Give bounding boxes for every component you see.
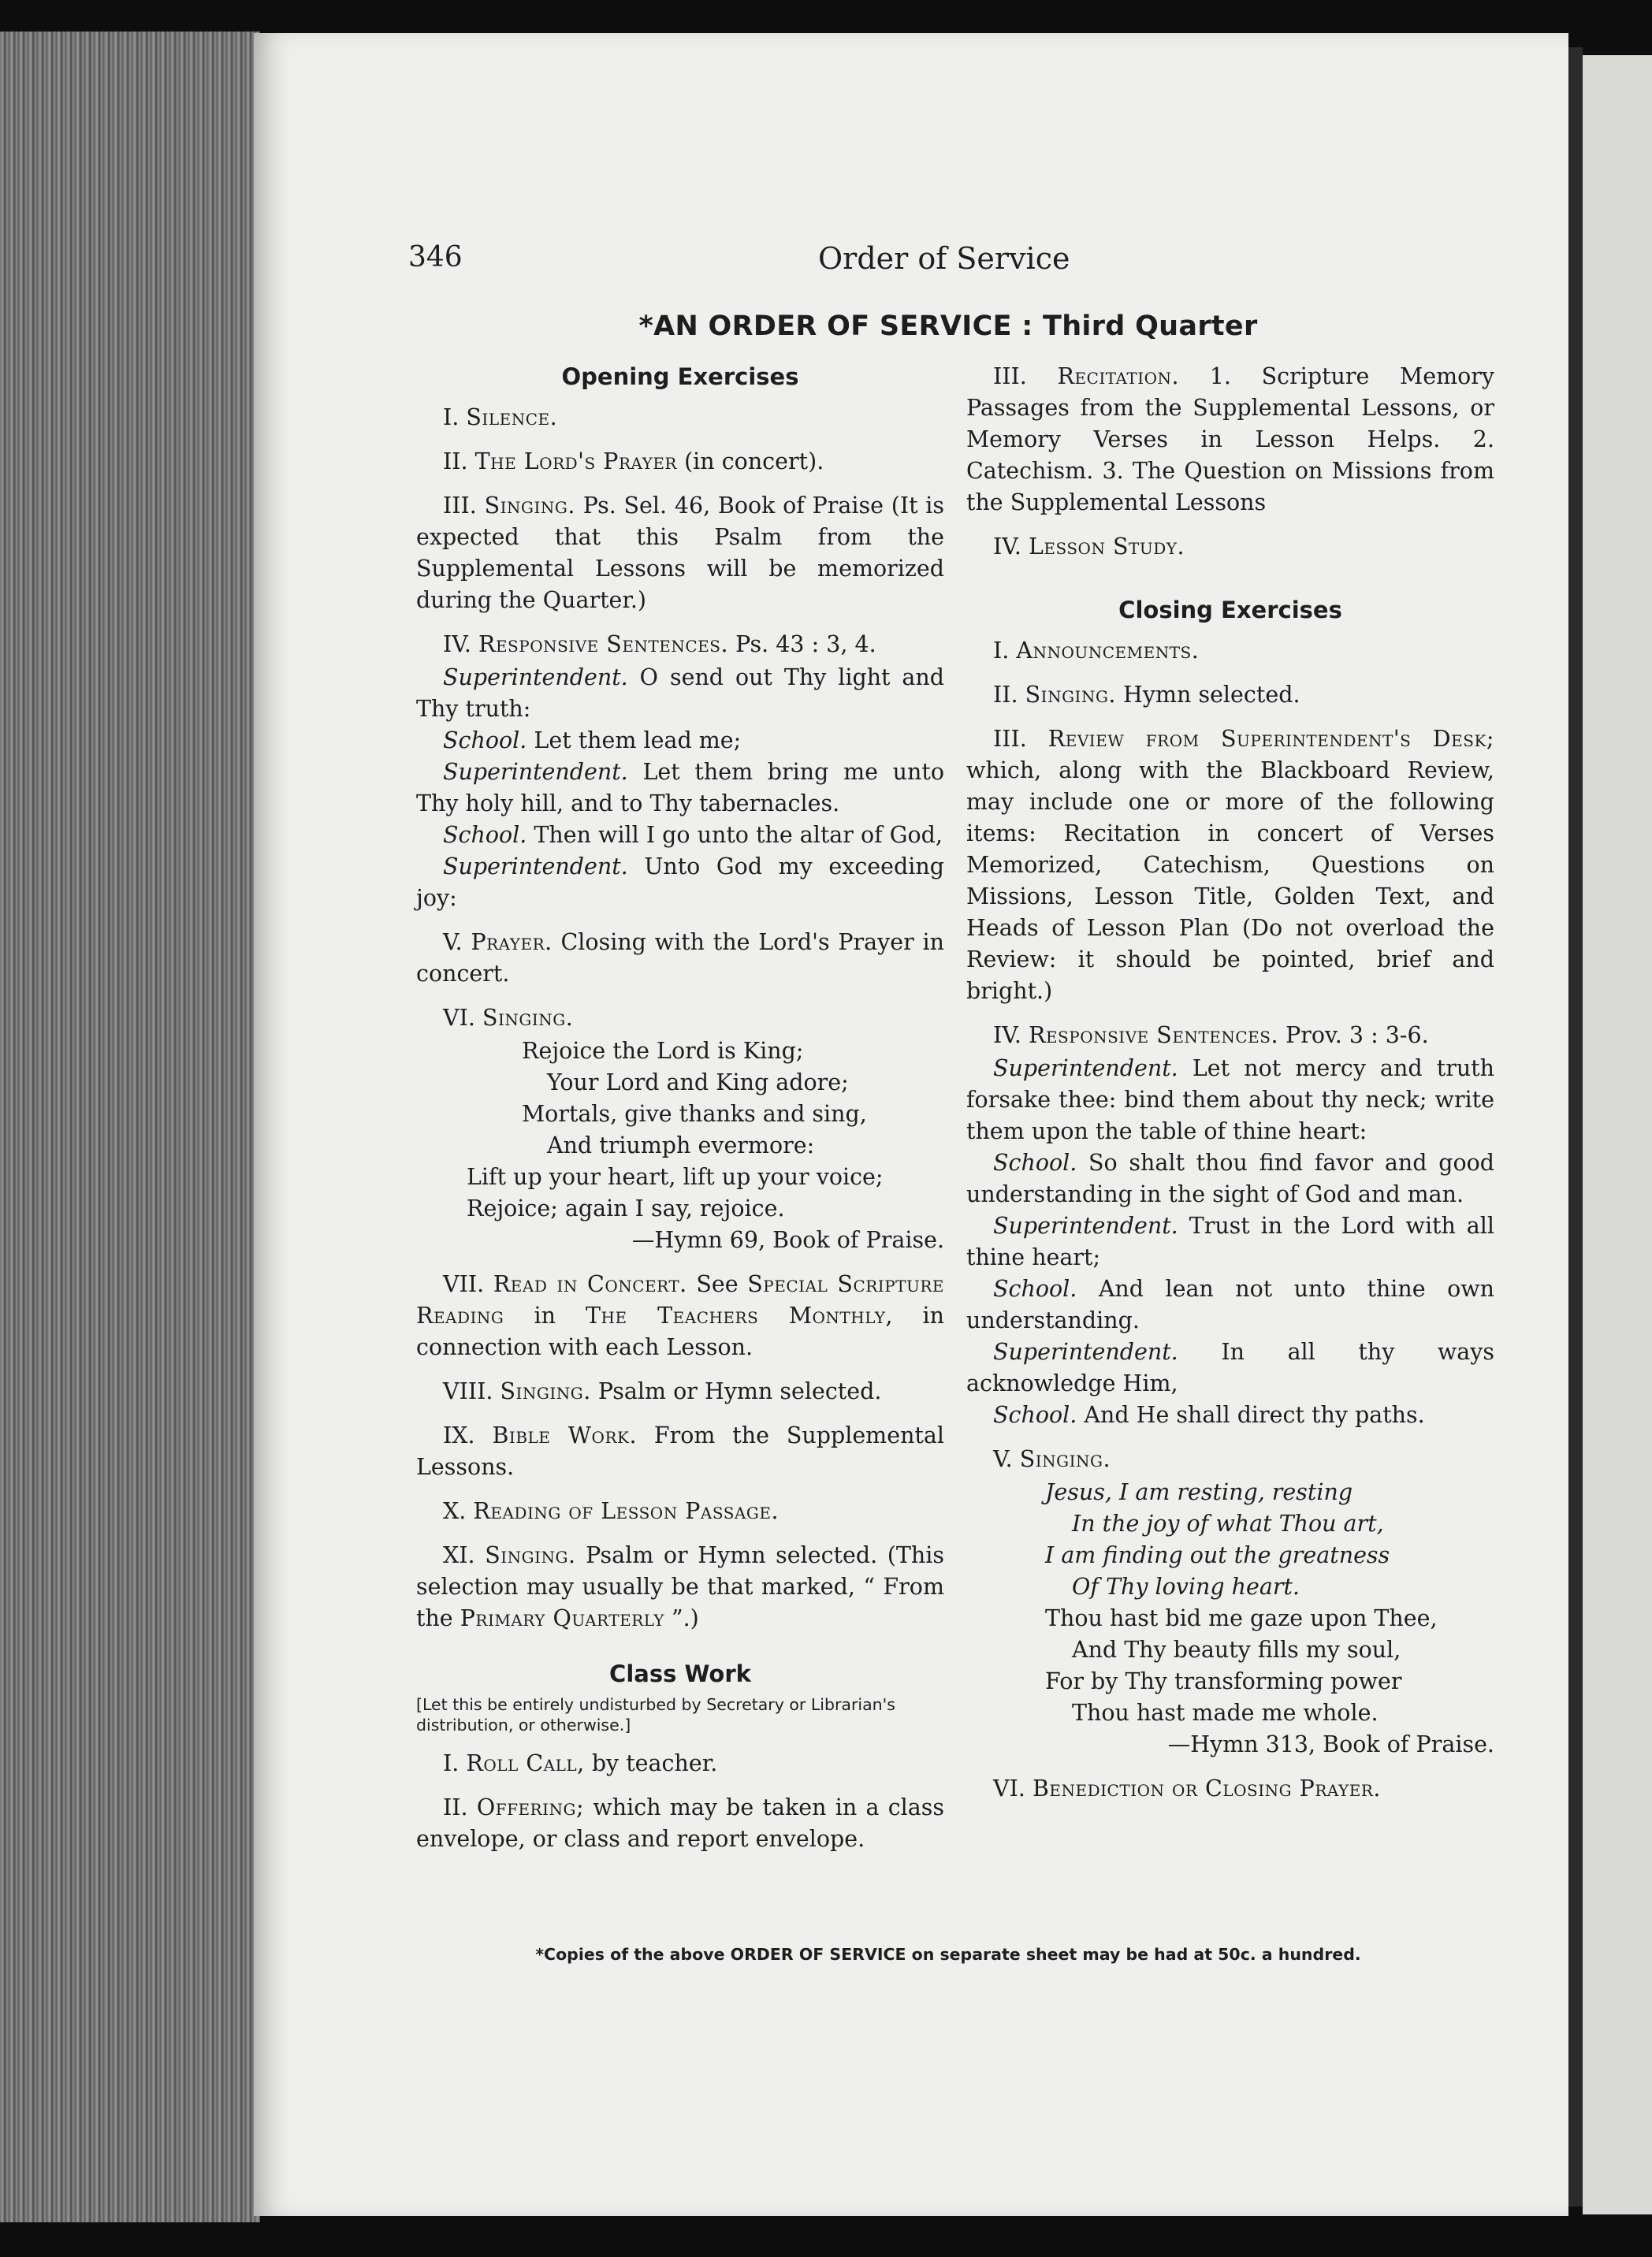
closing-item-3: III. Review from Superintendent's Desk; which, along with the Blackboard Review, may include one or more of the following items: Recitation in concert of Verses Memorized, Catechism, Questions on Missions, Lesson Title, Golden Text, and Heads of Lesson Plan (Do not overload the Review: it should be pointed, brief and bright.) <box>966 726 1494 1004</box>
closing-item-5: V. Singing. <box>993 1446 1111 1472</box>
hymn-verse <box>966 1477 1494 1729</box>
responsive-line: School. So shalt thou find favor and good understanding in the sight of God and man. <box>966 1150 1494 1207</box>
hymn-line: I am finding out the greatness <box>1045 1542 1390 1568</box>
item-number: I. <box>443 404 460 430</box>
responsive-line: Superintendent. Let them bring me unto Thy holy hill, and to Thy tabernacles. <box>416 759 944 816</box>
opening-item-2 <box>416 446 944 478</box>
responsive-line: Superintendent. In all thy ways acknowledge Him, <box>966 1339 1494 1396</box>
closing-item-2: II. Singing. Hymn selected. <box>993 682 1300 708</box>
responsive-line: School. Let them lead me; <box>443 727 742 753</box>
page-number: 346 <box>408 241 463 273</box>
hymn-line: Thou hast made me whole. <box>1072 1700 1379 1726</box>
hymn-line: In the joy of what Thou art, <box>1072 1511 1384 1537</box>
hymn-line: And triumph evermore: <box>547 1132 815 1158</box>
opening-item-3-recitation: III. Recitation. 1. Scripture Memory Passages from the Supplemental Lessons, or Memory Verses in Lesson Helps. 2. Catechism. 3. The Question on Missions from the Supplemental Lessons <box>966 363 1494 515</box>
opening-item-4 <box>416 629 944 660</box>
item-number: VI. <box>443 1005 475 1031</box>
responsive-line: Superintendent. Unto God my exceeding joy: <box>416 853 944 911</box>
facing-page-strip <box>1583 55 1652 2214</box>
opening-item-7: VII. Read in Concert. See Special Scripture Reading in The Teachers Monthly, in connection with each Lesson. <box>416 1271 945 1360</box>
item-label: Singing. <box>484 493 575 519</box>
hymn-line: Jesus, I am resting, resting <box>1045 1479 1353 1505</box>
opening-exercises-heading: Opening Exercises <box>561 363 799 390</box>
right-column <box>966 361 1494 1817</box>
class-work-note: [Let this be entirely undisturbed by Secretary or Librarian's distribution, or otherwise.] <box>416 1695 895 1735</box>
item-number: III. <box>443 493 477 519</box>
item-label: Singing. <box>482 1005 574 1031</box>
running-title: Order of Service <box>818 241 1070 276</box>
item-text: Closing with the Lord's Prayer in concert. <box>416 929 944 987</box>
hymn-line: Rejoice the Lord is King; <box>522 1038 804 1064</box>
opening-item-6 <box>416 1002 944 1034</box>
item-label: Responsive Sentences. <box>478 631 729 657</box>
item-number: V. <box>443 929 463 955</box>
item-text: Ps. 43 : 3, 4. <box>735 631 876 657</box>
responsive-line: Superintendent. Trust in the Lord with all thine heart; <box>966 1213 1495 1270</box>
item-text: (in concert). <box>684 448 824 474</box>
responsive-line: School. Then will I go unto the altar of God, <box>443 822 943 848</box>
responsive-line: School. And He shall direct thy paths. <box>993 1402 1425 1428</box>
item-number: II. <box>443 448 468 474</box>
opening-item-5 <box>416 927 944 990</box>
class-work-heading: Class Work <box>609 1660 751 1687</box>
item-number: IV. <box>443 631 471 657</box>
opening-item-1 <box>416 402 944 433</box>
item-label: The Lord's Prayer <box>474 448 677 474</box>
gutter-shadow <box>1568 47 1583 2207</box>
running-head <box>408 241 1488 288</box>
hymn-line: Rejoice; again I say, rejoice. <box>467 1195 785 1221</box>
responsive-line: Superintendent. Let not mercy and truth forsake thee: bind them about thy neck; write them upon the table of thine heart: <box>966 1055 1494 1144</box>
item-label: Prayer. <box>471 929 553 955</box>
page-title: *AN ORDER OF SERVICE : Third Quarter <box>638 310 1258 342</box>
hymn-line: For by Thy transforming power <box>1045 1668 1402 1694</box>
closing-exercises-heading: Closing Exercises <box>1118 597 1342 623</box>
responsive-line: Superintendent. O send out Thy light and Thy truth: <box>416 664 944 722</box>
opening-item-10: X. Reading of Lesson Passage. <box>443 1498 779 1524</box>
hymn-line: Lift up your heart, lift up your voice; <box>467 1164 884 1190</box>
footnote: *Copies of the above ORDER OF SERVICE on separate sheet may be had at 50c. a hundred. <box>535 1945 1361 1964</box>
classwork-item-2: II. Offering; which may be taken in a class envelope, or class and report envelope. <box>416 1794 945 1852</box>
item-label: Silence. <box>466 404 558 430</box>
book-page-edges <box>0 32 260 2222</box>
opening-item-3 <box>416 490 944 616</box>
hymn-line: Mortals, give thanks and sing, <box>522 1101 867 1127</box>
opening-item-11: XI. Singing. Psalm or Hymn selected. (This selection may usually be that marked, “ From the Primary Quarterly ”.) <box>416 1542 944 1631</box>
hymn-line: Thou hast bid me gaze upon Thee, <box>1045 1605 1438 1631</box>
opening-item-8: VIII. Singing. Psalm or Hymn selected. <box>443 1378 882 1404</box>
hymn-line: Your Lord and King adore; <box>547 1069 849 1095</box>
closing-item-6: VI. Benediction or Closing Prayer. <box>993 1775 1381 1802</box>
left-column <box>416 361 944 1868</box>
classwork-item-1: I. Roll Call, by teacher. <box>443 1750 718 1776</box>
hymn-line: Of Thy loving heart. <box>1072 1574 1300 1600</box>
hymn-attribution: —Hymn 313, Book of Praise. <box>1167 1731 1494 1757</box>
hymn-attribution: —Hymn 69, Book of Praise. <box>631 1227 944 1253</box>
closing-item-1: I. Announcements. <box>993 638 1200 664</box>
opening-item-9: IX. Bible Work. From the Supplemental Lessons. <box>416 1422 944 1480</box>
hymn-verse <box>416 1036 944 1225</box>
hymn-line: And Thy beauty fills my soul, <box>1072 1637 1401 1663</box>
responsive-line: School. And lean not unto thine own understanding. <box>966 1276 1494 1333</box>
item-text: Ps. Sel. 46, Book of Praise (It is expected that this Psalm from the Supplemental Lessons will be memorized during the Quarter.) <box>416 493 945 613</box>
opening-item-4-lesson-study: IV. Lesson Study. <box>993 534 1185 560</box>
closing-item-4: IV. Responsive Sentences. Prov. 3 : 3-6. <box>993 1022 1429 1048</box>
